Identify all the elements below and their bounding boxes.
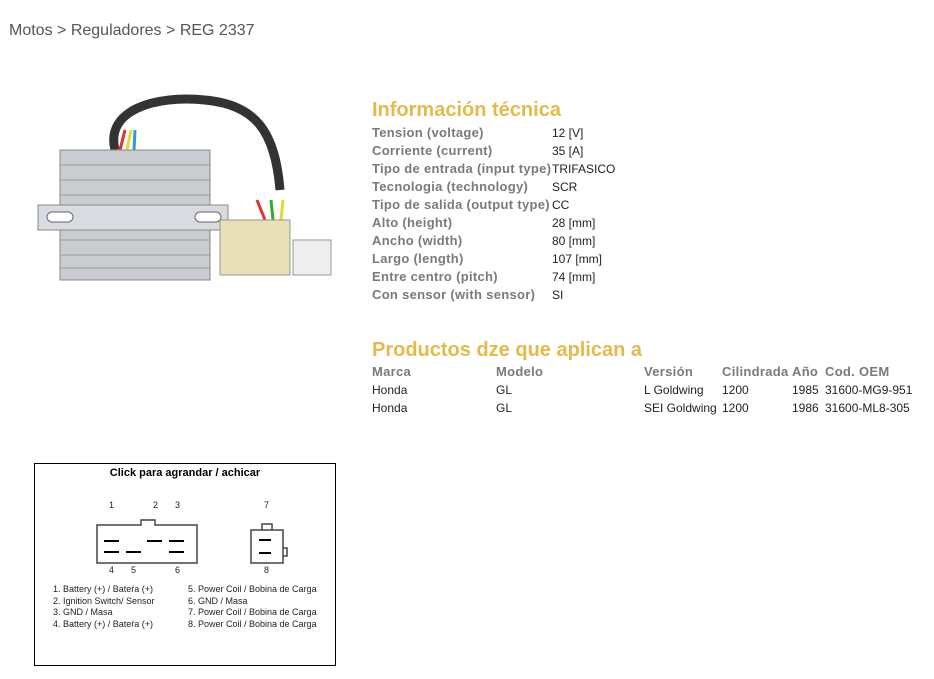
legend-item: 2. Ignition Switch/ Sensor — [53, 595, 155, 606]
table-cell: L Goldwing — [644, 383, 704, 397]
tech-value: 80 [mm] — [552, 234, 596, 248]
tech-label: Tipo de salida (output type) — [372, 197, 550, 212]
table-cell: 1985 — [792, 383, 819, 397]
pin-label: 7 — [264, 500, 270, 510]
breadcrumb-motos[interactable]: Motos — [9, 22, 53, 39]
table-cell: GL — [496, 383, 513, 397]
tech-label: Corriente (current) — [372, 143, 493, 158]
tech-label: Tipo de entrada (input type) — [372, 161, 552, 176]
wiring-diagram[interactable] — [34, 463, 336, 666]
pin-label: 2 — [153, 500, 159, 510]
legend-item: 4. Battery (+) / Bateŕa (+) — [53, 618, 154, 629]
pin-label: 4 — [109, 565, 115, 575]
legend-item: 7. Power Coil / Bobina de Carga — [188, 607, 317, 617]
tech-value: 12 [V] — [552, 126, 584, 140]
tech-value: TRIFASICO — [552, 162, 616, 176]
legend-item: 6. GND / Masa — [188, 595, 248, 606]
connector-icon — [35, 464, 335, 574]
tech-label: Tecnologia (technology) — [372, 179, 529, 194]
column-header: Modelo — [496, 364, 544, 379]
tech-value: 28 [mm] — [552, 216, 596, 230]
products-title: Productos dze que aplican a — [372, 339, 643, 361]
tech-label: Alto (height) — [372, 215, 453, 230]
breadcrumb-current: REG 2337 — [179, 22, 255, 39]
table-cell: SEI Goldwing — [644, 401, 717, 415]
legend-item: 1. Battery (+) / Bateŕa (+) — [53, 584, 154, 594]
pin-label: 3 — [175, 500, 181, 510]
tech-label: Tension (voltage) — [372, 125, 484, 140]
table-cell: 1200 — [722, 401, 749, 415]
breadcrumb — [9, 22, 255, 40]
legend-item: 8. Power Coil / Bobina de Carga — [188, 618, 317, 629]
tech-value: 74 [mm] — [552, 270, 596, 284]
table-cell: 1200 — [722, 383, 749, 397]
tech-value: SCR — [552, 180, 578, 194]
legend-item: 5. Power Coil / Bobina de Carga — [188, 584, 317, 594]
pin-label: 6 — [175, 565, 181, 575]
table-cell: Honda — [372, 383, 408, 397]
table-cell: GL — [496, 401, 513, 415]
table-cell: 31600-ML8-305 — [825, 401, 910, 415]
table-cell: Honda — [372, 401, 408, 415]
tech-value: 35 [A] — [552, 144, 584, 158]
breadcrumb-separator: > — [57, 22, 67, 39]
pin-label: 8 — [264, 565, 270, 575]
tech-label: Largo (length) — [372, 251, 464, 266]
column-header: Cilindrada — [722, 364, 789, 379]
tech-value: SI — [552, 288, 564, 302]
column-header: Versión — [644, 364, 694, 379]
product-image — [35, 90, 345, 300]
breadcrumb-separator: > — [166, 22, 176, 39]
tech-label: Con sensor (with sensor) — [372, 287, 536, 302]
pin-label: 1 — [109, 500, 115, 510]
tech-label: Entre centro (pitch) — [372, 269, 498, 284]
column-header: Marca — [372, 364, 412, 379]
breadcrumb-reguladores[interactable]: Reguladores — [70, 22, 162, 39]
column-header: Año — [792, 364, 819, 379]
tech-label: Ancho (width) — [372, 233, 463, 248]
table-cell: 1986 — [792, 401, 819, 415]
tech-value: 107 [mm] — [552, 252, 603, 266]
pin-label: 5 — [131, 565, 137, 575]
legend-item: 3. GND / Masa — [53, 607, 113, 617]
column-header: Cod. OEM — [825, 364, 890, 379]
diagram-title: Click para agrandar / achicar — [109, 467, 261, 479]
tech-info-title: Información técnica — [372, 99, 561, 121]
table-cell: 31600-MG9-951 — [825, 383, 913, 397]
tech-value: CC — [552, 198, 570, 212]
